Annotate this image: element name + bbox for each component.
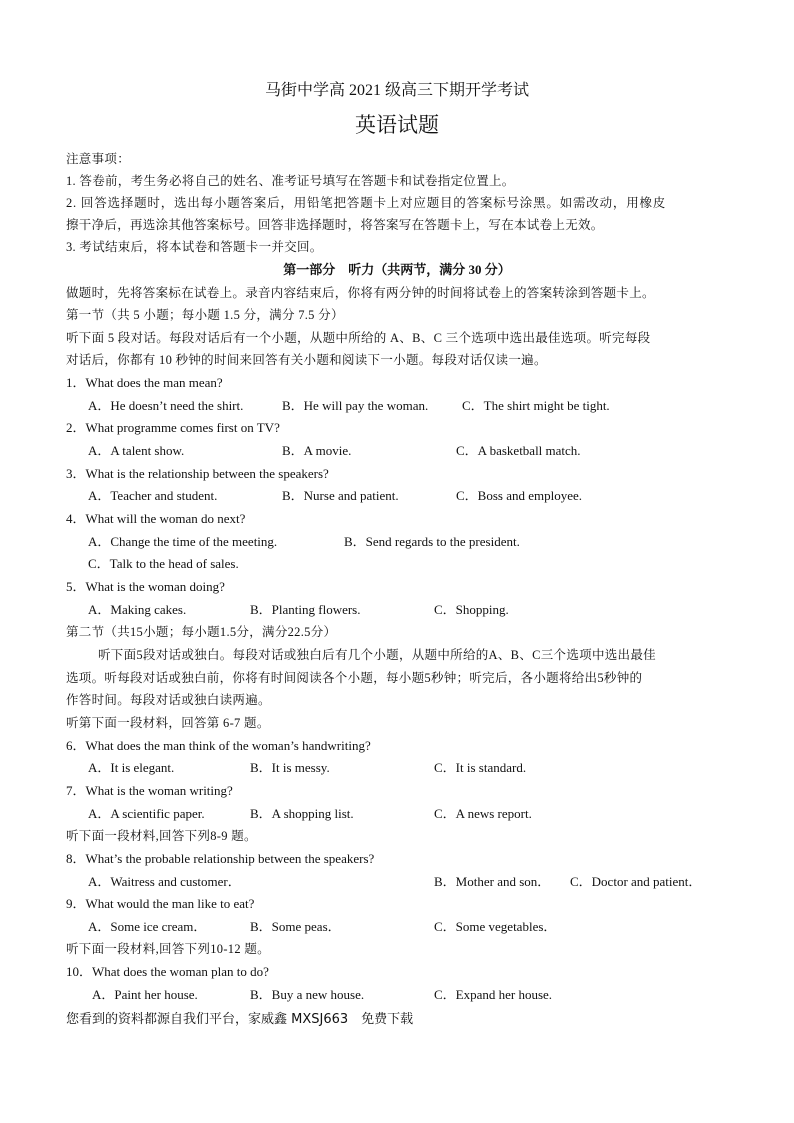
material-note: 听下面一段材料,回答下列8-9 题。 [66,829,257,843]
question-stem: 10．What does the woman plan to do? [66,964,269,979]
option-c: C．Boss and employee. [456,488,583,503]
option-b: B．It is messy. [250,760,330,775]
subject-title: 英语试题 [355,113,439,137]
notice-item: 2. 回答选择题时，选出每小题答案后，用铅笔把答题卡上对应题目的答案标号涂黑。如需改动，用橡皮 [66,196,667,210]
option-b: B．Send regards to the president. [344,534,520,549]
option-c: C．A news report. [434,806,532,821]
question-stem: 9．What would the man like to eat? [66,896,255,911]
section2-heading: 第二节（共15小题；每小题1.5分，满分22.5分） [66,625,337,639]
option-b: B．Buy a new house. [250,987,365,1002]
material-note: 听下面一段材料,回答下列10-12 题。 [66,942,270,956]
part1-heading: 第一部分 听力（共两节，满分 30 分） [283,262,511,277]
option-c: C．Doctor and patient． [570,874,702,889]
option-b: B．A shopping list. [250,806,354,821]
option-c: C．It is standard. [434,760,527,775]
question-stem: 7．What is the woman writing? [66,783,233,798]
option-a: A．He doesn’t need the shirt. [88,398,244,413]
option-c: C．Talk to the head of sales. [88,556,239,571]
option-b: B．He will pay the woman. [282,398,429,413]
question-stem: 1．What does the man mean? [66,375,223,390]
notice-item: 1. 答卷前，考生务必将自己的姓名、准考证号填写在答题卡和试卷指定位置上。 [66,174,515,188]
question-stem: 3．What is the relationship between the speakers? [66,466,329,481]
section1-heading: 第一节（共 5 小题；每小题 1.5 分，满分 7.5 分） [66,308,344,322]
section1-directions: 对话后，你都有 10 秒钟的时间来回答有关小题和阅读下一小题。每段对话仅读一遍。 [66,353,547,367]
question-stem: 4．What will the woman do next? [66,511,246,526]
option-a: A．Making cakes. [88,602,187,617]
notice-item: 擦干净后，再选涂其他答案标号。回答非选择题时，将答案写在答题卡上，写在本试卷上无效。 [66,218,604,232]
section1-directions: 听下面 5 段对话。每段对话后有一个小题，从题中所给的 A、B、C 三个选项中选出最佳选项。听完每段 [66,331,651,345]
option-a: A．A talent show. [88,443,185,458]
section2-directions: 作答时间。每段对话或独白读两遍。 [66,693,271,707]
footer-note: 您看到的资料都源自我们平台，家威鑫 MXSJ663 免费下载 [66,1012,414,1027]
part1-instruction: 做题时，先将答案标在试卷上。录音内容结束后，你将有两分钟的时间将试卷上的答案转涂到答题卡上。 [66,286,655,300]
exam-title: 马街中学高 2021 级高三下期开学考试 [264,82,529,99]
question-stem: 8．What’s the probable relationship between the speakers? [66,851,375,866]
option-a: A．Waitress and customer． [88,874,241,889]
option-b: B．Mother and son． [434,874,551,889]
option-b: B．Some peas． [250,919,341,934]
option-c: C．A basketball match. [456,443,581,458]
option-b: B．A movie. [282,443,352,458]
option-b: B．Planting flowers. [250,602,361,617]
notice-item: 3. 考试结束后，将本试卷和答题卡一并交回。 [66,240,323,254]
option-a: A．Teacher and student. [88,488,218,503]
material-note: 听第下面一段材料，回答第 6-7 题。 [66,716,270,730]
option-c: C．Some vegetables． [434,919,557,934]
section2-directions: 选项。听每段对话或独白前，你将有时间阅读各个小题，每小题5秒钟；听完后，各小题将给出5秒钟的 [66,671,643,685]
option-a: A．It is elegant. [88,760,175,775]
notice-heading: 注意事项： [66,152,131,166]
option-a: A．Some ice cream． [88,919,207,934]
option-c: C．Expand her house. [434,987,553,1002]
question-stem: 6．What does the man think of the woman’s handwriting? [66,738,371,753]
question-stem: 5．What is the woman doing? [66,579,225,594]
option-b: B．Nurse and patient. [282,488,399,503]
section2-directions: 听下面5段对话或独白。每段对话或独白后有几个小题，从题中所给的A、B、C三个选项中选出最佳 [98,648,656,662]
option-a: A．Paint her house. [92,987,198,1002]
option-c: C．Shopping. [434,602,509,617]
option-a: A．Change the time of the meeting. [88,534,278,549]
question-stem: 2．What programme comes first on TV? [66,420,280,435]
option-c: C．The shirt might be tight. [462,398,610,413]
option-a: A．A scientific paper. [88,806,205,821]
